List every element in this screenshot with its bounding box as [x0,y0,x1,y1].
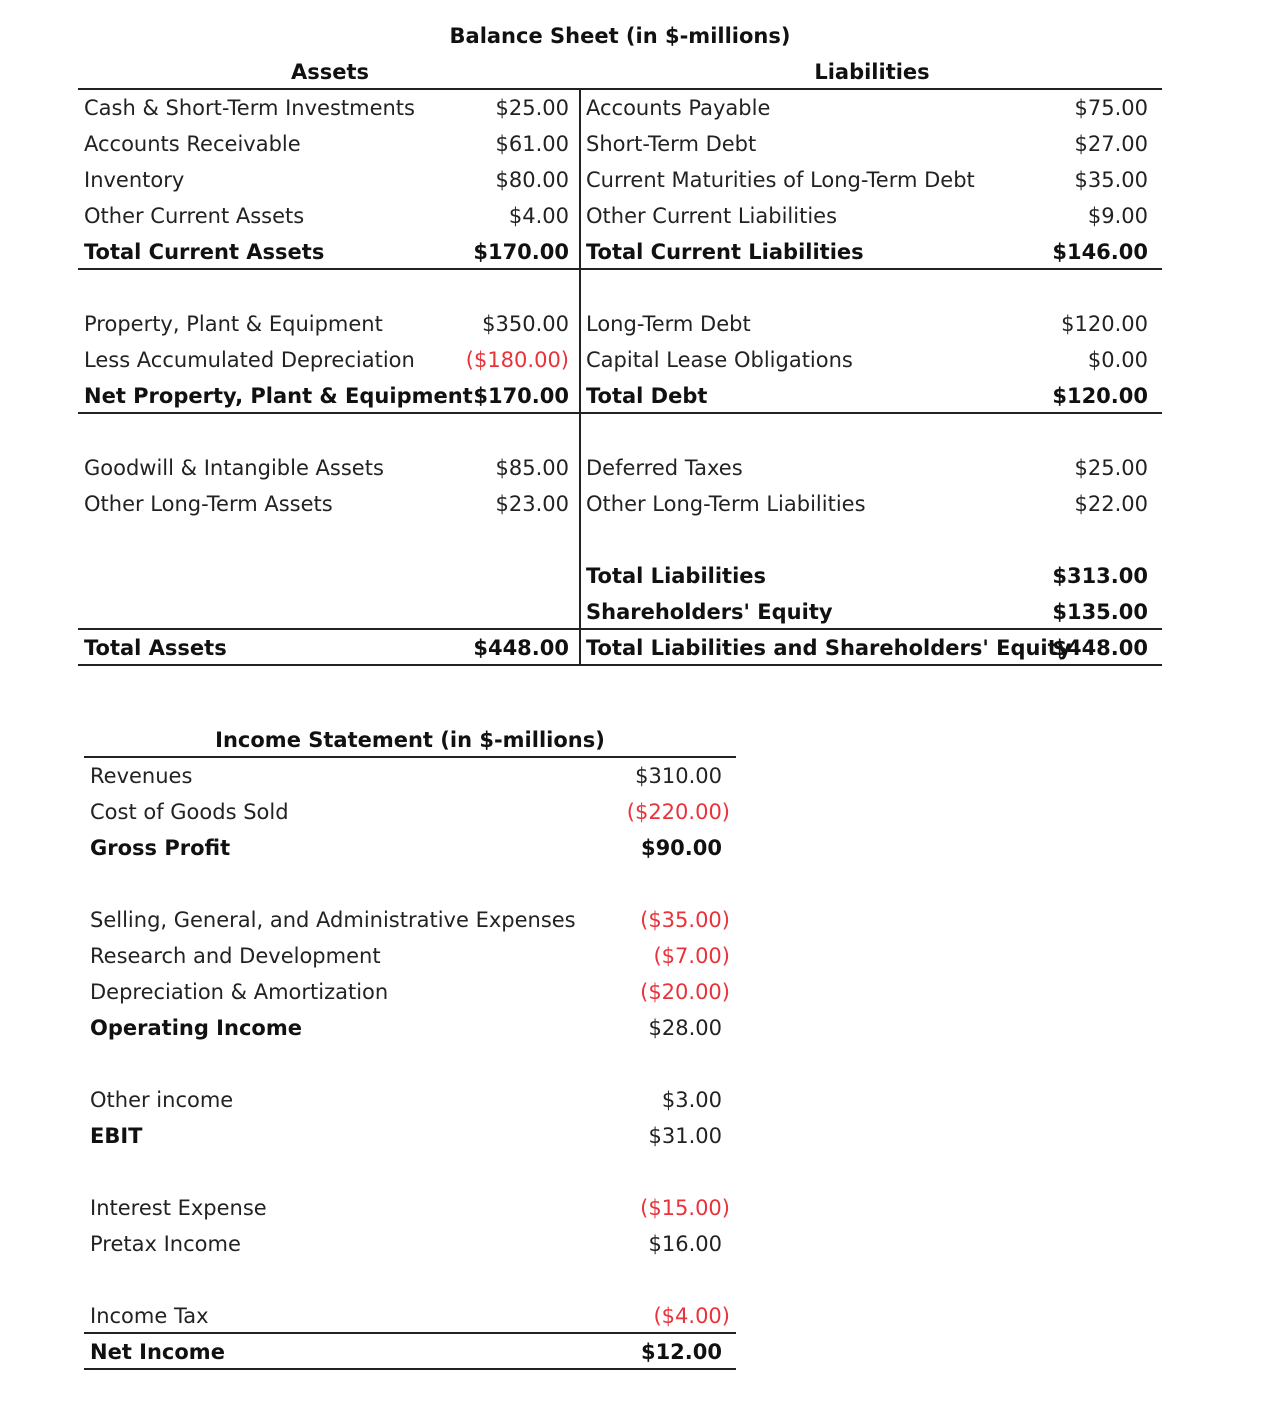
liability-label: Capital Lease Obligations [586,348,853,372]
asset-label: Total Assets [84,636,227,660]
income-value: ($15.00) [640,1196,730,1220]
income-value: ($20.00) [640,980,730,1004]
liability-value: $25.00 [1074,456,1148,480]
asset-value: ($180.00) [465,348,569,372]
liability-label: Long-Term Debt [586,312,751,336]
asset-label: Less Accumulated Depreciation [84,348,415,372]
liability-label: Accounts Payable [586,96,771,120]
liability-label: Deferred Taxes [586,456,743,480]
asset-value: $25.00 [495,96,569,120]
column-divider [579,90,581,664]
assets-header: Assets [290,60,370,84]
asset-label: Other Current Assets [84,204,305,228]
income-value: $310.00 [635,764,722,788]
liability-label: Short-Term Debt [586,132,757,156]
asset-label: Accounts Receivable [84,132,301,156]
asset-label: Other Long-Term Assets [84,492,333,516]
asset-label: Net Property, Plant & Equipment [84,384,473,408]
income-label: Research and Development [90,944,381,968]
income-value: $28.00 [648,1016,722,1040]
liability-value: $0.00 [1087,348,1148,372]
income-value: ($35.00) [640,908,730,932]
asset-value: $61.00 [495,132,569,156]
liability-value: $146.00 [1052,240,1148,264]
income-statement-title: Income Statement (in $-millions) [215,728,605,752]
asset-value: $80.00 [495,168,569,192]
income-label: Selling, General, and Administrative Expenses [90,908,576,932]
liabilities-header: Liabilities [814,60,930,84]
liability-value: $75.00 [1074,96,1148,120]
income-label: Depreciation & Amortization [90,980,389,1004]
liability-label: Other Long-Term Liabilities [586,492,866,516]
liability-label: Total Liabilities [586,564,767,588]
liability-label: Other Current Liabilities [586,204,838,228]
liability-label: Total Current Liabilities [586,240,864,264]
income-value: ($220.00) [626,800,730,824]
liability-value: $448.00 [1052,636,1148,660]
income-label: Gross Profit [90,836,231,860]
liability-label: Shareholders' Equity [586,600,833,624]
income-label: Revenues [90,764,193,788]
balance-sheet-title: Balance Sheet (in $-millions) [449,24,791,48]
income-value: $12.00 [640,1340,722,1364]
asset-value: $170.00 [473,240,569,264]
liability-label: Current Maturities of Long-Term Debt [586,168,975,192]
asset-value: $170.00 [473,384,569,408]
asset-value: $85.00 [495,456,569,480]
liability-value: $9.00 [1087,204,1148,228]
income-value: $31.00 [648,1124,722,1148]
income-label: Net Income [90,1340,225,1364]
income-label: Other income [90,1088,234,1112]
income-value: $90.00 [640,836,722,860]
asset-label: Total Current Assets [84,240,325,264]
liability-value: $22.00 [1074,492,1148,516]
asset-value: $4.00 [508,204,569,228]
asset-label: Inventory [84,168,185,192]
net-income-bottom-rule [84,1368,736,1370]
income-value: ($7.00) [653,944,730,968]
liability-value: $120.00 [1061,312,1148,336]
income-label: Income Tax [90,1304,209,1328]
liability-value: $135.00 [1052,600,1148,624]
liability-label: Total Liabilities and Shareholders' Equity [586,636,1072,660]
liability-value: $120.00 [1052,384,1148,408]
income-label: Cost of Goods Sold [90,800,289,824]
asset-label: Cash & Short-Term Investments [84,96,415,120]
asset-value: $23.00 [495,492,569,516]
asset-label: Property, Plant & Equipment [84,312,383,336]
asset-value: $448.00 [473,636,569,660]
income-label: EBIT [90,1124,143,1148]
liability-value: $27.00 [1074,132,1148,156]
income-label: Pretax Income [90,1232,241,1256]
income-value: $3.00 [661,1088,722,1112]
liability-value: $35.00 [1074,168,1148,192]
liability-value: $313.00 [1052,564,1148,588]
income-value: ($4.00) [653,1304,730,1328]
income-label: Operating Income [90,1016,302,1040]
liability-label: Total Debt [586,384,708,408]
asset-value: $350.00 [482,312,569,336]
income-label: Interest Expense [90,1196,267,1220]
asset-label: Goodwill & Intangible Assets [84,456,384,480]
income-value: $16.00 [648,1232,722,1256]
